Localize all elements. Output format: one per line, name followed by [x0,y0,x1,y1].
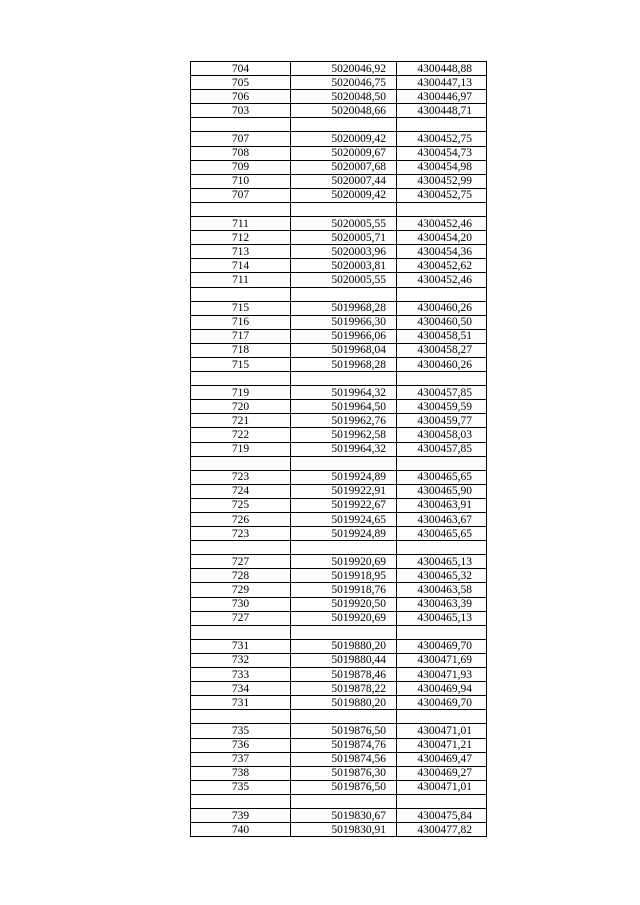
point-number-cell: 728 [191,569,291,583]
y-coordinate-cell: 4300471,69 [397,653,487,667]
x-coordinate-cell: 5019924,89 [291,470,397,484]
x-coordinate-cell: 5019876,50 [291,724,397,738]
y-coordinate-cell: 4300458,51 [397,329,487,343]
point-number-cell: 707 [191,132,291,146]
table-row [191,329,487,343]
point-number-cell: 706 [191,90,291,104]
x-coordinate-cell: 5019874,76 [291,738,397,752]
y-coordinate-cell: 4300447,13 [397,76,487,90]
point-number-cell: 711 [191,217,291,231]
table-row [191,625,487,639]
table-row [191,118,487,132]
point-number-cell: 724 [191,484,291,498]
x-coordinate-cell: 5020007,68 [291,160,397,174]
x-coordinate-cell [291,287,397,301]
table-row [191,202,487,216]
y-coordinate-cell: 4300459,77 [397,414,487,428]
point-number-cell: 730 [191,597,291,611]
x-coordinate-cell: 5019874,56 [291,752,397,766]
x-coordinate-cell [291,372,397,386]
point-number-cell: 705 [191,76,291,90]
y-coordinate-cell: 4300454,98 [397,160,487,174]
x-coordinate-cell: 5019962,58 [291,428,397,442]
x-coordinate-cell: 5020048,50 [291,90,397,104]
point-number-cell: 716 [191,315,291,329]
table-row [191,569,487,583]
y-coordinate-cell: 4300452,99 [397,174,487,188]
table-row [191,104,487,118]
x-coordinate-cell: 5019922,91 [291,484,397,498]
x-coordinate-cell: 5020048,66 [291,104,397,118]
y-coordinate-cell: 4300454,36 [397,245,487,259]
point-number-cell: 735 [191,724,291,738]
point-number-cell: 740 [191,823,291,837]
y-coordinate-cell: 4300454,20 [397,231,487,245]
x-coordinate-cell: 5020005,55 [291,217,397,231]
table-row [191,62,487,76]
x-coordinate-cell: 5019968,04 [291,343,397,357]
x-coordinate-cell: 5019918,95 [291,569,397,583]
point-number-cell: 713 [191,245,291,259]
y-coordinate-cell [397,541,487,555]
point-number-cell: 719 [191,386,291,400]
table-row [191,710,487,724]
x-coordinate-cell [291,541,397,555]
y-coordinate-cell: 4300469,27 [397,766,487,780]
point-number-cell: 715 [191,301,291,315]
y-coordinate-cell: 4300454,73 [397,146,487,160]
y-coordinate-cell: 4300471,21 [397,738,487,752]
table-row [191,287,487,301]
y-coordinate-cell: 4300463,91 [397,498,487,512]
point-number-cell: 718 [191,343,291,357]
point-number-cell: 732 [191,653,291,667]
y-coordinate-cell: 4300471,93 [397,668,487,682]
y-coordinate-cell [397,287,487,301]
x-coordinate-cell: 5019968,28 [291,357,397,371]
table-row [191,583,487,597]
y-coordinate-cell: 4300477,82 [397,823,487,837]
table-row [191,780,487,794]
x-coordinate-cell: 5020046,75 [291,76,397,90]
table-row [191,668,487,682]
point-number-cell: 715 [191,357,291,371]
table-row [191,794,487,808]
x-coordinate-cell: 5019964,50 [291,400,397,414]
table-row [191,484,487,498]
table-row [191,245,487,259]
point-number-cell: 717 [191,329,291,343]
x-coordinate-cell: 5019918,76 [291,583,397,597]
y-coordinate-cell: 4300465,65 [397,527,487,541]
x-coordinate-cell [291,625,397,639]
table-row [191,231,487,245]
y-coordinate-cell: 4300465,13 [397,555,487,569]
x-coordinate-cell: 5020005,55 [291,273,397,287]
point-number-cell: 734 [191,682,291,696]
y-coordinate-cell: 4300463,39 [397,597,487,611]
table-row [191,456,487,470]
point-number-cell: 723 [191,470,291,484]
y-coordinate-cell: 4300460,26 [397,301,487,315]
table-row [191,372,487,386]
x-coordinate-cell: 5019876,30 [291,766,397,780]
table-row [191,174,487,188]
table-row [191,386,487,400]
table-row [191,273,487,287]
point-number-cell: 739 [191,808,291,822]
point-number-cell: 726 [191,513,291,527]
table-row [191,301,487,315]
y-coordinate-cell: 4300458,27 [397,343,487,357]
point-number-cell: 720 [191,400,291,414]
x-coordinate-cell: 5019878,46 [291,668,397,682]
point-number-cell [191,372,291,386]
point-number-cell: 714 [191,259,291,273]
y-coordinate-cell: 4300457,85 [397,386,487,400]
x-coordinate-cell: 5019880,20 [291,639,397,653]
table-row [191,343,487,357]
table-row [191,682,487,696]
x-coordinate-cell: 5019966,06 [291,329,397,343]
point-number-cell [191,456,291,470]
table-row [191,160,487,174]
point-number-cell [191,118,291,132]
y-coordinate-cell: 4300446,97 [397,90,487,104]
x-coordinate-cell: 5019880,44 [291,653,397,667]
x-coordinate-cell: 5020003,81 [291,259,397,273]
x-coordinate-cell [291,710,397,724]
x-coordinate-cell: 5020003,96 [291,245,397,259]
table-row [191,90,487,104]
x-coordinate-cell: 5020009,42 [291,188,397,202]
x-coordinate-cell: 5020007,44 [291,174,397,188]
y-coordinate-cell: 4300471,01 [397,724,487,738]
y-coordinate-cell: 4300460,26 [397,357,487,371]
table-row [191,752,487,766]
point-number-cell: 722 [191,428,291,442]
point-number-cell: 711 [191,273,291,287]
y-coordinate-cell [397,118,487,132]
y-coordinate-cell [397,202,487,216]
point-number-cell: 707 [191,188,291,202]
coordinates-table-body [191,62,487,837]
table-row [191,696,487,710]
x-coordinate-cell: 5019924,89 [291,527,397,541]
y-coordinate-cell: 4300452,46 [397,273,487,287]
x-coordinate-cell: 5020009,67 [291,146,397,160]
table-row [191,498,487,512]
table-row [191,766,487,780]
y-coordinate-cell [397,456,487,470]
table-row [191,513,487,527]
table-row [191,470,487,484]
point-number-cell [191,710,291,724]
point-number-cell [191,202,291,216]
point-number-cell: 735 [191,780,291,794]
point-number-cell: 721 [191,414,291,428]
y-coordinate-cell: 4300448,71 [397,104,487,118]
point-number-cell: 736 [191,738,291,752]
table-row [191,555,487,569]
x-coordinate-cell: 5020005,71 [291,231,397,245]
point-number-cell: 733 [191,668,291,682]
table-row [191,639,487,653]
point-number-cell: 708 [191,146,291,160]
point-number-cell: 712 [191,231,291,245]
x-coordinate-cell: 5019878,22 [291,682,397,696]
x-coordinate-cell: 5019880,20 [291,696,397,710]
y-coordinate-cell: 4300475,84 [397,808,487,822]
x-coordinate-cell: 5019964,32 [291,386,397,400]
y-coordinate-cell [397,372,487,386]
y-coordinate-cell: 4300469,47 [397,752,487,766]
y-coordinate-cell [397,794,487,808]
point-number-cell: 725 [191,498,291,512]
table-row [191,808,487,822]
x-coordinate-cell: 5019920,50 [291,597,397,611]
table-row [191,428,487,442]
y-coordinate-cell: 4300469,94 [397,682,487,696]
table-row [191,132,487,146]
table-row [191,259,487,273]
point-number-cell: 719 [191,442,291,456]
table-row [191,597,487,611]
table-row [191,357,487,371]
table-row [191,414,487,428]
y-coordinate-cell: 4300457,85 [397,442,487,456]
table-row [191,400,487,414]
table-row [191,527,487,541]
y-coordinate-cell: 4300459,59 [397,400,487,414]
point-number-cell: 704 [191,62,291,76]
x-coordinate-cell: 5019964,32 [291,442,397,456]
table-row [191,823,487,837]
y-coordinate-cell: 4300452,75 [397,132,487,146]
table-row [191,738,487,752]
table-row [191,76,487,90]
y-coordinate-cell: 4300465,65 [397,470,487,484]
y-coordinate-cell: 4300469,70 [397,639,487,653]
point-number-cell: 731 [191,696,291,710]
x-coordinate-cell [291,118,397,132]
y-coordinate-cell [397,625,487,639]
x-coordinate-cell: 5020046,92 [291,62,397,76]
x-coordinate-cell: 5019966,30 [291,315,397,329]
coordinates-table [190,61,487,837]
point-number-cell: 723 [191,527,291,541]
table-row [191,146,487,160]
table-row [191,653,487,667]
y-coordinate-cell: 4300452,46 [397,217,487,231]
y-coordinate-cell: 4300471,01 [397,780,487,794]
y-coordinate-cell: 4300452,62 [397,259,487,273]
table-row [191,541,487,555]
y-coordinate-cell: 4300463,67 [397,513,487,527]
x-coordinate-cell: 5019962,76 [291,414,397,428]
table-row [191,217,487,231]
point-number-cell [191,287,291,301]
point-number-cell: 703 [191,104,291,118]
table-row [191,611,487,625]
x-coordinate-cell: 5019876,50 [291,780,397,794]
y-coordinate-cell: 4300460,50 [397,315,487,329]
x-coordinate-cell: 5019924,65 [291,513,397,527]
point-number-cell [191,794,291,808]
x-coordinate-cell: 5019830,67 [291,808,397,822]
point-number-cell: 729 [191,583,291,597]
x-coordinate-cell: 5019920,69 [291,611,397,625]
point-number-cell: 738 [191,766,291,780]
x-coordinate-cell: 5019922,67 [291,498,397,512]
point-number-cell: 731 [191,639,291,653]
table-row [191,442,487,456]
x-coordinate-cell [291,456,397,470]
y-coordinate-cell: 4300448,88 [397,62,487,76]
y-coordinate-cell: 4300465,32 [397,569,487,583]
x-coordinate-cell [291,202,397,216]
y-coordinate-cell: 4300458,03 [397,428,487,442]
point-number-cell: 737 [191,752,291,766]
y-coordinate-cell: 4300452,75 [397,188,487,202]
x-coordinate-cell: 5019968,28 [291,301,397,315]
y-coordinate-cell [397,710,487,724]
y-coordinate-cell: 4300469,70 [397,696,487,710]
table-row [191,315,487,329]
point-number-cell: 710 [191,174,291,188]
table-row [191,188,487,202]
point-number-cell: 727 [191,611,291,625]
y-coordinate-cell: 4300465,90 [397,484,487,498]
x-coordinate-cell: 5019920,69 [291,555,397,569]
y-coordinate-cell: 4300465,13 [397,611,487,625]
table-row [191,724,487,738]
x-coordinate-cell [291,794,397,808]
point-number-cell: 727 [191,555,291,569]
point-number-cell [191,625,291,639]
x-coordinate-cell: 5020009,42 [291,132,397,146]
point-number-cell [191,541,291,555]
y-coordinate-cell: 4300463,58 [397,583,487,597]
point-number-cell: 709 [191,160,291,174]
x-coordinate-cell: 5019830,91 [291,823,397,837]
